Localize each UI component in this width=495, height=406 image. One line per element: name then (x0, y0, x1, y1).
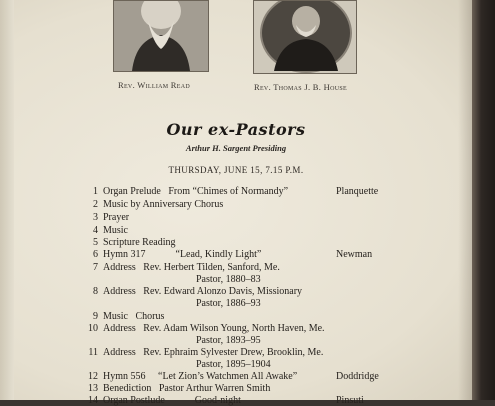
presiding-line: Arthur H. Sargent Presiding (185, 143, 287, 153)
program-row-composer: Pinsuti (336, 395, 364, 406)
book-edge (472, 0, 495, 400)
program-row-number: 13 (88, 383, 98, 394)
program-row-text: Hymn 317 “Lead, Kindly Light” (103, 249, 262, 260)
program-row-text: Scripture Reading (103, 237, 176, 248)
program-row-number: 10 (88, 323, 98, 334)
program-row-text: Pastor, 1895–1904 (196, 359, 271, 370)
program-row-text: Music by Anniversary Chorus (103, 199, 224, 210)
caption-right: Rev. Thomas J. B. House (254, 82, 347, 92)
program-row-composer: Planquette (336, 186, 379, 197)
program-row-text: Hymn 556 “Let Zion’s Watchmen All Awake” (103, 371, 298, 382)
program-row-text: Benediction Pastor Arthur Warren Smith (103, 383, 271, 394)
program-row-text: Pastor, 1893–95 (196, 335, 261, 346)
portrait-left-image (114, 1, 208, 71)
oval-portrait-frame (260, 0, 352, 73)
program-row-number: 4 (93, 225, 98, 236)
program-row-text: Pastor, 1880–83 (196, 274, 261, 285)
program-row-number: 8 (93, 286, 98, 297)
program-row-text: Address Rev. Herbert Tilden, Sanford, Me. (103, 262, 280, 273)
program-row-text: Organ Postlude Good-night (103, 395, 241, 406)
portrait-photo-left (113, 0, 209, 72)
portrait-right-image (262, 0, 350, 71)
program-row-text: Music Chorus (103, 311, 165, 322)
date-line: THURSDAY, JUNE 15, 7.15 P.M. (168, 165, 304, 175)
program-row-text: Pastor, 1886–93 (196, 298, 261, 309)
program-row-number: 1 (93, 186, 98, 197)
caption-left: Rev. William Read (118, 80, 191, 90)
program-row-text: Prayer (103, 212, 130, 223)
program-row-number: 9 (93, 311, 98, 322)
program-row-number: 5 (93, 237, 98, 248)
page-binding (0, 0, 14, 400)
program-row-text: Address Rev. Adam Wilson Young, North Haven, Me. (103, 323, 325, 334)
program-row-number: 6 (93, 249, 98, 260)
program-row-number: 11 (88, 347, 98, 358)
page-title: Our ex-Pastors (166, 120, 306, 139)
program-row-number: 7 (93, 262, 98, 273)
program-row-number: 2 (93, 199, 98, 210)
program-row-number: 12 (88, 371, 98, 382)
program-row-text: Organ Prelude From “Chimes of Normandy” (103, 186, 289, 197)
program-row-composer: Newman (336, 249, 373, 260)
program-row-number: 3 (93, 212, 98, 223)
program-row-number: 14 (88, 395, 98, 406)
program-row-text: Address Rev. Ephraim Sylvester Drew, Brooklin, Me. (103, 347, 324, 358)
program-row-text: Music (103, 225, 128, 236)
program-row-text: Address Rev. Edward Alonzo Davis, Missionary (103, 286, 303, 297)
portrait-photo-right (253, 0, 357, 74)
program-row-composer: Doddridge (336, 371, 379, 382)
